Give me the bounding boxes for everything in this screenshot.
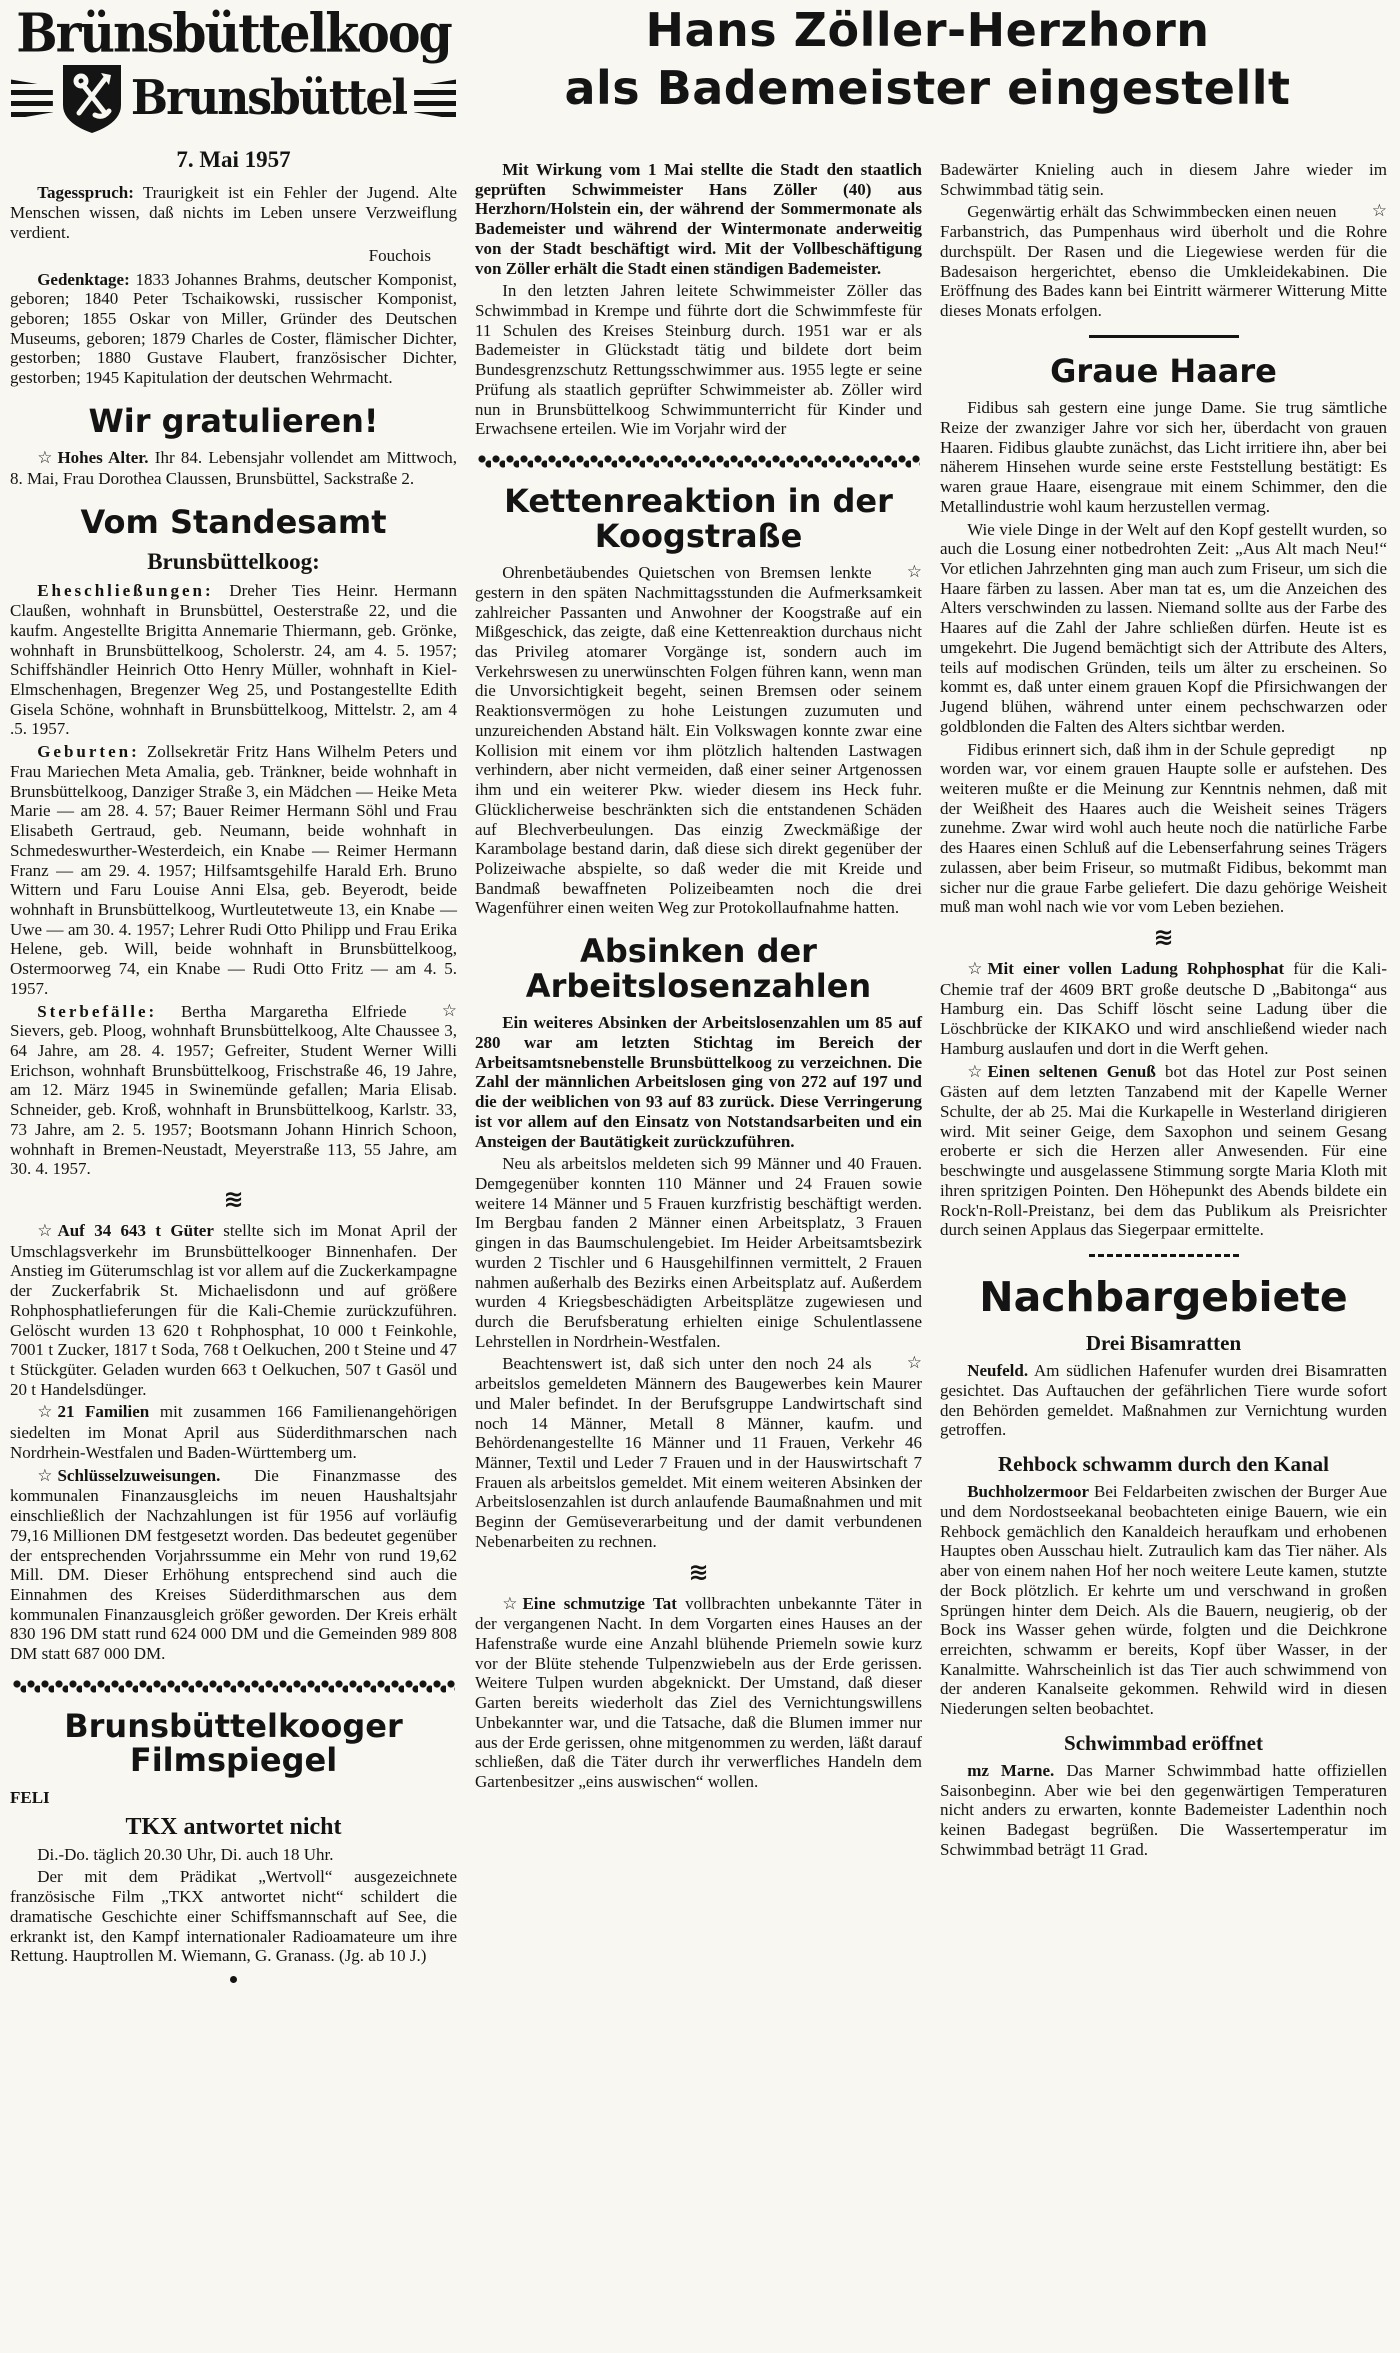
paragraph-text: Badewärter Knieling auch in diesem Jahre wieder im Schwimmbad tätig sein.	[940, 160, 1387, 199]
section-heading: Nachbargebiete	[979, 1273, 1348, 1322]
paragraph-lead: Schlüsselzuweisungen.	[57, 1465, 221, 1485]
divider-squiggle-icon: ≋	[1153, 922, 1174, 951]
story-subheading: Rehbock schwamm durch den Kanal	[998, 1452, 1329, 1477]
paragraph-lead: Hohes Alter.	[57, 448, 149, 468]
paragraph-text: Bei Feldarbeiten zwischen der Burger Aue und dem Nordostseekanal beobachteten einige Bauern, wie ein Rehbock gemächlich den Kanaldeich heraufkam und erhobenen Hauptes oben Ausschau hielt. Zutraulich kam das Tier näher. Als aber von einem nahen Hof her noch weitere Leute kamen, stutzte der Bock plötzlich. Er kehrte um und verschwand in großen Sprüngen hinter dem Deich. Als die Bauern, neugierig, ob der Bock ins Wasser gehen würde, folgten und die Deichkrone erreichten, schwamm er bereits, Kopf über Wasser, in der Kanalmitte. Wahrscheinlich ist das Tier auch schwimmend von der anderen Kanalseite gekommen. Rehwild wird in diesen Niederungen selten beobachtet.	[940, 1482, 1387, 1719]
paragraph-lead: Mit einer vollen Ladung Rohphosphat	[987, 958, 1285, 978]
star-icon: ☆	[967, 958, 983, 979]
star-icon: ☆	[37, 1402, 53, 1423]
star-icon: ☆	[37, 448, 53, 469]
film-title: TKX antwortet nicht	[125, 1813, 342, 1840]
star-icon: ☆	[906, 1353, 922, 1374]
paragraph-text: Die Finanzmasse des kommunalen Finanzausgleichs im neuen Haushaltsjahr einschließlich der Nachzahlungen ist für 1956 auf vorläufig 79,16 Millionen DM festgesetzt worden. Das bedeutet gegenüber der entsprechenden Vorjahrssumme ein Mehr von rund 19,62 Mill. DM. Dieser Erhöhung entsprechend sind auch die Einnahmen des Kreises Süderdithmarschen aus dem kommunalen Finanzausgleich größer geworden. Der Kreis erhält 830 196 DM statt rund 624 000 DM und die Gemeinden 989 808 DM statt 687 000 DM.	[10, 1465, 457, 1664]
author-initials: np	[1370, 739, 1387, 759]
article-paragraph	[10, 1402, 457, 1462]
masthead-title-line2: Brunsbüttel	[130, 71, 407, 127]
paragraph-text: Wie viele Dinge in der Welt auf den Kopf gestellt wurden, so auch die Losung einer notbedrohten Zeit: „Aus Alt mach Neu!“ Vor etlichen Jahrzehnten ging man auch zum Friseur, um sich die Haare färben zu lassen. Aber man tat es, um die Anzeichen des Alters verschwinden zu lassen. Niemand sollte aus der Farbe des Haares auf die Zahl der Jahre schließen dürfen. Heute ist es umgekehrt. Die Jugend bemächtigt sich der Attribute des Alters, teils auf modischen Gründen, teils um älter zu erscheinen. So kommt es, daß unter einem grauen Kopf die Pfirsichwangen der Jugend blühen, während unter einem pechschwarzen oder goldblonden die Falten des Alters sichtbar werden.	[940, 519, 1387, 736]
paragraph-lead: Auf 34 643 t Güter	[57, 1221, 214, 1240]
paragraph-text: FELI	[10, 1787, 50, 1807]
paragraph-lead: mz Marne.	[967, 1760, 1055, 1780]
article-paragraph	[10, 183, 457, 242]
star-icon: ☆	[906, 562, 922, 583]
paragraph-text: Das Marner Schwimmbad hatte offiziellen Saisonbeginn. Aber wie bei den gegenwärtigen Temperaturen nicht anders zu erwarten, konnte Bademeister Ladenthin noch keinen Badegast begrüßen. Die Wassertemperatur im Schwimmbad beträgt 11 Grad.	[940, 1760, 1388, 1859]
article-paragraph	[940, 1761, 1387, 1860]
paragraph-text: Fidibus erinnert sich, daß ihm in der Schule gepredigt worden war, vor einem grauen Haupte solle er aufstehen. Des weiteren mußte er die Meinung zur Kenntnis nehmen, daß mit der Weißheit des Haares auch die Weisheit seines Trägers zunehme. Zwar wird wohl auch heute noch die natürliche Farbe des Haares einen Schluß auf die Lebenserfahrung seines Trägers zulassen, aber beim Friseur, so mutmaßt Fidibus, bekommt man sicher nur die graue Farbe geliefert. Die dazu gehörige Weisheit muß man wohl nach wie vor vom Leben beziehen.	[940, 739, 1387, 917]
paragraph-text: stellte sich im Monat April der Umschlagsverkehr im Brunsbüttelkooger Binnenhafen. Der Anstieg im Güterumschlag ist vor allem auf die Zuckerkampagne der Zuckerfabrik St. Michaelisdonn und auf größere Rohphosphatlieferungen für die Kali-Chemie zurückzuführen. Gelöscht wurden 13 620 t Rohphosphat, 10 000 t Feinkohle, 7001 t Zucker, 1817 t Soda, 768 t Oelkuchen, 200 t Steine und 47 t Stückgüter. Geladen wurden 663 t Oelkuchen, 507 t Gasöl und 20 t Handelsdünger.	[10, 1221, 458, 1399]
paragraph-text: Ohrenbetäubendes Quietschen von Bremsen lenkte gestern in den späten Nachmittagsstunden die Aufmerksamkeit zahlreicher Passanten und Anwohner der Koogstraße auf ein Mißgeschick, das zeigte, daß eine Kettenreaktion durchaus nicht das Privileg atomarer Vorgänge ist, sondern auch im Verkehrswesen zu unerwünschten Folgen führen kann, wenn man die Unvorsichtigkeit begeht, seinen Bremsen oder seinem Reaktionsvermögen zu hohe Leistungen zuzumuten und unzureichenden Abstand hält. Ein Volkswagen konnte zwar eine Kollision mit einem vor ihm plötzlich haltenden Lastwagen verhindern, aber nicht vermeiden, daß einer seiner Artgenossen ihm und ein weiterer Pkw. wieder diesem ins Heck fuhr. Glücklicherweise beschränkten sich die entstandenen Schäden auf Blechverbeulungen. Das einzig Zweckmäßige der Karambolage bestand darin, daß diese sich direkt gegenüber der Polizeiwache abspielte, so daß weder die mit Kreide und Bandmaß bewaffneten Polizeibeamten noch die drei Wagenführer einen weiten Weg zur Protokollaufnahme hatten.	[475, 563, 922, 918]
paragraph-text: In den letzten Jahren leitete Schwimmeister Zöller das Schwimmbad in Krempe und führte dort die Schwimmfeste für 11 Schulen des Kreises Steinburg durch. 1951 war er als Bademeister in Glückstadt tätig und bildete dort beim Bundesgrenzschutz Rettungsschwimmer aus. 1955 legte er seine Prüfung als staatlich geprüfter Schwimmeister ab. Zöller wird nun in Brunsbüttelkoog Schwimmunterricht für Kinder und Erwachsene erteilen. Wie im Vorjahr wird der	[475, 281, 922, 439]
star-icon: ☆	[967, 1061, 983, 1082]
paragraph-text: mit zusammen 166 Familienangehörigen siedelten im Monat April aus Süderdithmarschen nach Nordrhein-Westfalen und Baden-Württemberg um.	[10, 1402, 458, 1462]
paragraph-text: Traurigkeit ist ein Fehler der Jugend. Alte Menschen wissen, daß nichts im Leben unsere Verzweiflung verdient.	[10, 183, 457, 242]
paragraph-lead: Eine schmutzige Tat	[522, 1593, 677, 1613]
article-paragraph	[475, 1013, 922, 1151]
paragraph-text: Gegenwärtig erhält das Schwimmbecken einen neuen Farbanstrich, das Pumpenhaus wird überholt und die Rohre durchspült. Der Rasen und die Liegewiese werden für die Badesaison hergerichtet, ebenso die Umkleidekabinen. Die Eröffnung des Bades kann bei Eintritt wärmerer Witterung Mitte dieses Monats erfolgen.	[940, 202, 1387, 321]
article-paragraph	[940, 740, 1387, 917]
paragraph-text: vollbrachten unbekannte Täter in der vergangenen Nacht. In dem Vorgarten eines Hauses an der Hafenstraße wurde eine Anzahl blühende Priemeln sowie kurz vor der Blüte stehende Tulpenzwiebeln aus der Erde gerissen. Weitere Tulpen wurden abgeknickt. Der Umstand, daß dieser Garten bereits wiederholt das Ziel des Vernichtungswillens Unbekannter war, und die Tatsache, daß die Blumen immer nur aus der Erde gerissen, ohne mitgenommen zu werden, läßt darauf schließen, daß die Täter durch ihr verwerfliches Handeln dem Gartenbesitzer „eins auswischen“ wollen.	[475, 1593, 922, 1792]
divider-dashes	[1089, 1254, 1239, 1257]
article-paragraph	[10, 448, 457, 488]
article-paragraph	[475, 160, 922, 278]
column-right-articles	[940, 160, 1387, 1859]
article-paragraph	[10, 581, 457, 739]
article-paragraph	[10, 270, 457, 388]
star-icon: ☆	[37, 1465, 53, 1486]
paragraph-text: bot das Hotel zur Post seinen Gästen auf dem letzten Tanzabend mit der Kapelle Werner Schulte, der ab 25. Mai die Kurkapelle in Westerland dirigieren wird. Mit seiner Geige, dem Saxophon und seinem Gesang eroberte er sich die Herzen aller Anwesenden. Für eine beschwingte und ausgelassene Stimmung sorgte Maria Kloth mit ihren spritzigen Pointen. Den Höhepunkt des Abends bildete ein Rock'n-Roll-Preistanz, bei dem das Publikum als Preisrichter durch seinen Applaus das Siegerpaar ermittelte.	[940, 1061, 1387, 1240]
article-paragraph	[940, 1062, 1387, 1240]
column-layout	[10, 1, 1390, 1983]
article-paragraph	[10, 1221, 457, 1399]
article-paragraph	[475, 1354, 922, 1551]
masthead-row	[10, 63, 457, 135]
divider-rope	[12, 1680, 455, 1693]
paragraph-lead: 21 Familien	[57, 1402, 150, 1422]
column-right	[940, 8, 1387, 1983]
column-middle	[475, 8, 922, 1983]
divider-dot	[230, 1976, 237, 1983]
article-paragraph	[940, 398, 1387, 516]
paragraph-lead: Gedenktage:	[37, 269, 130, 289]
section-heading: Kettenreaktion in der Koogstraße	[504, 482, 893, 555]
article-paragraph	[10, 742, 457, 998]
section-heading: Wir gratulieren!	[88, 401, 379, 440]
headline-line-1: Hans Zöller-Herzhorn	[645, 3, 1210, 57]
article-paragraph	[940, 520, 1387, 737]
paragraph-text: Ihr 84. Lebensjahr vollendet am Mittwoch, 8. Mai, Frau Dorothea Claussen, Brunsbüttel, Sackstraße 2.	[10, 448, 457, 489]
paragraph-text: Mit Wirkung vom 1 Mai stellte die Stadt den staatlich geprüften Schwimmeister Hans Zöller (40) aus Herzhorn/Holstein ein, der während der Sommermonate als Bademeister und während der Wintermonate anderweitig von der Stadt beschäftigt wird. Mit der Vollbeschäftigung von Zöller erhält die Stadt einen ständigen Bademeister.	[475, 160, 922, 278]
divider-squiggle-icon: ≋	[223, 1185, 244, 1213]
story-subheading: Drei Bisamratten	[1085, 1331, 1242, 1356]
divider-squiggle-icon: ≋	[688, 1557, 709, 1586]
article-paragraph	[940, 202, 1387, 320]
flourish-ornament-icon	[414, 79, 456, 119]
star-icon: ☆	[1371, 201, 1387, 222]
paragraph-lead: Einen seltenen Genuß	[987, 1061, 1156, 1081]
divider-rope	[477, 455, 920, 468]
paragraph-text: Ein weiteres Absinken der Arbeitslosenzahlen um 85 auf 280 war am letzten Stichtag im Bereich der Arbeitsamtsnebenstelle Brunsbüttelkoog zu verzeichnen. Die Zahl der männlichen Arbeitslosen ging von 272 auf 197 und die der weiblichen von 93 auf 83 zurück. Diese Verringerung ist vor allem auf den Einsatz von Notstandsarbeiten und ein Ansteigen der Bautätigkeit zurückzuführen.	[475, 1013, 922, 1151]
paragraph-text: Di.-Do. täglich 20.30 Uhr, Di. auch 18 Uhr.	[37, 1844, 334, 1864]
paragraph-text: für die Kali-Chemie traf der 4609 BRT große deutsche D „Babitonga“ aus Hamburg ein. Das Schiff löscht seine Ladung über die Löschbrücke der KIKAKO und wird anschließend wieder nach Hamburg auslaufen und dort in die Werft gehen.	[940, 958, 1387, 1058]
paragraph-text: Der mit dem Prädikat „Wertvoll“ ausgezeichnete französische Film „TKX antwortet nicht“ schildert die dramatische Geschichte einer Schiffsmannschaft auf See, die erkrankt ist, den Kampf internationaler Radioamateure um ihre Rettung. Hauptrollen M. Wiemann, G. Granass. (Jg. ab 10 J.)	[10, 1867, 457, 1966]
signature: Fouchois	[368, 245, 431, 265]
paragraph-text: Bertha Margaretha Elfriede Sievers, geb. Ploog, wohnhaft Brunsbüttelkoog, Alte Chaussee 3, 64 Jahre, am 28. 4. 1957; Gefreiter, Student Werner Willi Erichson, wohnhaft Brunsbüttelkoog, Frischstraße 46, 19 Jahre, am 12. März 1945 in Swinemünde gefallen; Maria Elisab. Schneider, geb. Kroß, wohnhaft in Brunsbüttelkoog, Karlstr. 33, 73 Jahre, am 2. 5. 1957; Bootsmann Johann Hinrich Schoon, wohnhaft in Bremen-Neustadt, Meyerstraße 113, 55 Jahre, am 30. 4. 1957.	[10, 1001, 457, 1179]
divider-rule	[1089, 335, 1239, 338]
paragraph-lead: Eheschließungen:	[37, 581, 214, 601]
paragraph-text: 1833 Johannes Brahms, deutscher Komponist, geboren; 1840 Peter Tschaikowski, russischer Komponist, geboren; 1855 Oskar von Miller, Gründer des Deutschen Museums, geboren; 1879 Charles de Coster, flämischer Dichter, gestorben; 1880 Gustave Flaubert, französischer Dichter, gestorben; 1945 Kapitulation der deutschen Wehrmacht.	[10, 269, 458, 388]
column-left-articles	[10, 183, 457, 1983]
article-paragraph	[475, 1594, 922, 1792]
article-paragraph	[475, 1154, 922, 1351]
masthead-title-line1: Brünsbüttelkoog	[16, 1, 451, 65]
article-paragraph	[940, 1361, 1387, 1440]
article-paragraph	[10, 1867, 457, 1966]
section-heading: Vom Standesamt	[80, 502, 387, 541]
story-subheading: Schwimmbad eröffnet	[1064, 1730, 1263, 1755]
article-paragraph	[10, 1466, 457, 1664]
crest-icon	[61, 63, 123, 135]
paragraph-lead: Geburten:	[37, 742, 140, 762]
paragraph-text: Beachtenswert ist, daß sich unter den noch 24 als arbeitslos gemeldeten Männern des Baugewerbes kein Maurer und Maler befindet. In der Berufsgruppe Landwirtschaft sind noch 14 Männer, Metall 8 Männer, kaufm. und Behördenangestellte 16 Männer und 11 Frauen, Verkehr 46 Männer, Textil und Leder 7 Frauen und in der Hauswirtschaft 7 Frauen als arbeitslos gemeldet. Mit einem weiteren Absinken der Arbeitslosenzahlen ist durch anlaufende Baumaßnahmen und mit Beginn der Gemüseverarbeitung und der damit verbundenen Nebenarbeiten zu rechnen.	[475, 1354, 922, 1551]
paragraph-text: Dreher Ties Heinr. Hermann Claußen, wohnhaft in Brunsbüttel, Oesterstraße 22, und die kaufm. Angestellte Brigitta Annemarie Thiermann, geb. Grönke, wohnhaft in Brunsbüttelkoog, Scholerstr. 24, am 4. 5. 1957; Schiffshändler Heinrich Otto Henry Müller, wohnhaft in Kiel-Elmschenhagen, Bregenzer Weg 25, und Postangestellte Edith Gisela Schöne, wohnhaft in Brunsbüttelkoog, Mittelstr. 2, am 4 .5. 1957.	[10, 581, 457, 739]
article-paragraph	[475, 281, 922, 439]
section-heading: Brunsbüttelkooger Filmspiegel	[64, 1706, 403, 1780]
paragraph-text: Neu als arbeitslos meldeten sich 99 Männer und 40 Frauen. Demgegenüber konnten 110 Männer und 24 Frauen sowie weitere 14 Männer und 5 Frauen kurzfristig beschäftigt werden. Im Bergbau fanden 2 Männer einen Arbeitsplatz, 3 Frauen gingen in das Baumschulengebiet. Im Heider Arbeitsamtsbezirk wurden 2 Tischler und 6 Hausgehilfinnen vermittelt, 2 Frauen nahmen außerhalb des Bezirks einen Arbeitsplatz auf. Außerdem wurden 4 Kriegsbeschädigten Arbeitsplätze zugewiesen und durch die Berufsberatung erhielten einige Schulentlassene Lehrstellen in Nordrhein-Westfalen.	[475, 1154, 922, 1351]
star-icon: ☆	[441, 1000, 457, 1021]
article-paragraph	[10, 1788, 457, 1808]
paragraph-lead: Sterbefälle:	[37, 1001, 158, 1021]
article-paragraph	[10, 1845, 457, 1865]
section-subtitle: Brunsbüttelkoog:	[147, 549, 320, 575]
paragraph-lead: Neufeld.	[967, 1361, 1029, 1381]
flourish-ornament-icon	[11, 79, 53, 119]
paragraph-text: Am südlichen Hafenufer wurden drei Bisamratten gesichtet. Das Auftauchen der gefährlichen Tiere wurde sofort den Behörden gemeldet. Maßnahmen zur Vernichtung wurden getroffen.	[940, 1361, 1388, 1440]
issue-date: 7. Mai 1957	[176, 147, 291, 173]
star-icon: ☆	[37, 1221, 53, 1241]
article-paragraph	[475, 563, 922, 918]
column-middle-articles	[475, 160, 922, 1792]
article-paragraph	[940, 1482, 1387, 1719]
section-heading: Absinken der Arbeitslosenzahlen	[525, 932, 872, 1005]
article-paragraph	[940, 160, 1387, 199]
masthead	[10, 1, 457, 173]
star-icon: ☆	[502, 1593, 518, 1614]
column-left	[10, 1, 458, 1983]
paragraph-lead: Buchholzermoor	[967, 1482, 1090, 1502]
paragraph-text: Fidibus sah gestern eine junge Dame. Sie trug sämtliche Reize der zwanziger Jahre vor sich her, überdacht von grauen Haaren. Fidibus glaubte zunächst, das Licht irritiere ihn, aber bei näherem Hinsehen wurde seine erste Feststellung bestätigt: Es waren graue Haare, eisengraue mit einem Schimmer, den die Metallindustrie wohl kaum herzustellen vermag.	[940, 398, 1387, 516]
headline-line-2: als Bademeister eingestellt	[564, 60, 1291, 115]
paragraph-text: Zollsekretär Fritz Hans Wilhelm Peters und Frau Mariechen Meta Amalia, geb. Tränkner, beide wohnhaft in Brunsbüttelkoog, Danziger Straße 3, ein Mädchen — Heike Meta Marie — am 28. 4. 57; Bauer Reimer Hermann Söhl und Frau Elisabeth Gertraud, geb. Neumann, beide wohnhaft in Schmedeswurther-Westerdeich, ein Knabe — Reimer Hermann Franz — am 29. 4. 1957; Hilfsamtsgehilfe Harald Erh. Bruno Wittern und Faru Louise Anni Elsa, geb. Beyerodt, beide wohnhaft in Brunsbüttelkoog, Wurtleutetweute 13, ein Knabe — Uwe — am 30. 4. 1957; Lehrer Rudi Otto Philipp und Frau Erika Helene, geb. Will, beide wohnhaft in Brunsbüttelkoog, Ostermoorweg 74, ein Knabe — Rudi Otto Fritz — am 4. 5. 1957.	[10, 742, 457, 998]
paragraph-lead: Tagesspruch:	[37, 183, 134, 203]
article-paragraph	[10, 1002, 457, 1179]
section-heading: Graue Haare	[1050, 351, 1277, 390]
article-paragraph	[940, 959, 1387, 1059]
